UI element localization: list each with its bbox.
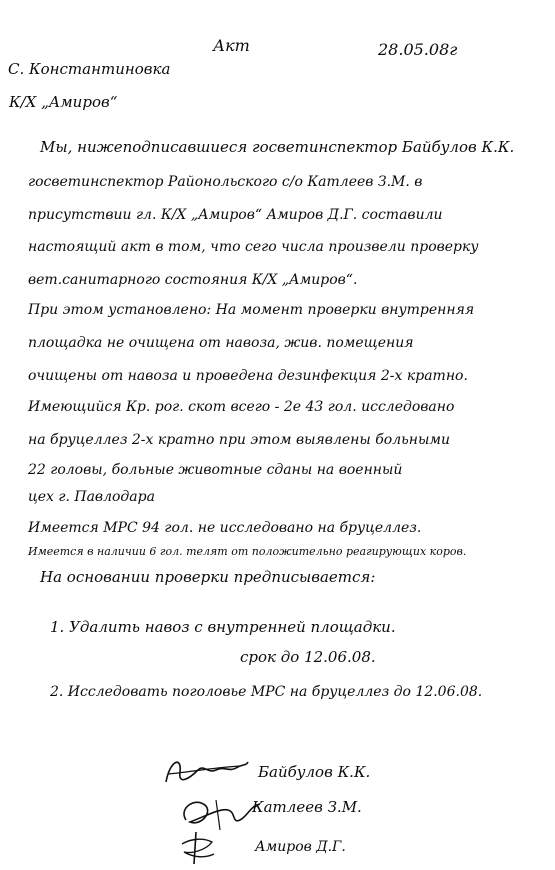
body-line: 22 головы, больные животные сданы на военный bbox=[28, 462, 403, 478]
prescription-item: 2. Исследовать поголовье МРС на бруцеллез до 12.06.08. bbox=[50, 684, 483, 700]
body-line: площадка не очищена от навоза, жив. помещения bbox=[28, 335, 414, 351]
body-line: цех г. Павлодара bbox=[28, 489, 155, 505]
farm-name: К/Х „Амиров“ bbox=[9, 93, 118, 111]
body-line: присутствии гл. К/Х „Амиров“ Амиров Д.Г. составили bbox=[28, 207, 443, 223]
document-date: 28.05.08г bbox=[378, 40, 458, 59]
body-line: Имеется в наличии 6 гол. телят от положительно реагирующих коров. bbox=[28, 545, 467, 558]
body-line: Мы, нижеподписавшиеся госветинспектор Байбулов К.К. bbox=[40, 138, 515, 156]
signature-scribble bbox=[160, 752, 252, 790]
body-line: Имеющийся Кр. рог. скот всего - 2е 43 гол. исследовано bbox=[28, 399, 455, 415]
place-name: С. Константиновка bbox=[8, 60, 171, 78]
body-line: госветинспектор Районольского с/о Катлеев З.М. в bbox=[28, 174, 423, 190]
prescription-item: 1. Удалить навоз с внутренней площадки. bbox=[50, 618, 396, 636]
body-line: При этом установлено: На момент проверки внутренняя bbox=[28, 302, 475, 318]
body-line: очищены от навоза и проведена дезинфекция 2-х кратно. bbox=[28, 368, 468, 384]
body-line: на бруцеллез 2-х кратно при этом выявлены больными bbox=[28, 432, 450, 448]
prescription-deadline: срок до 12.06.08. bbox=[240, 648, 376, 666]
signature-name: Амиров Д.Г. bbox=[255, 839, 346, 855]
body-line: настоящий акт в том, что сего числа произвели проверку bbox=[28, 239, 479, 255]
body-line: Имеется МРС 94 гол. не исследовано на бруцеллез. bbox=[28, 520, 422, 536]
signature-name: Катлеев З.М. bbox=[252, 798, 362, 816]
signature-name: Байбулов К.К. bbox=[258, 763, 371, 781]
document-title: Акт bbox=[213, 36, 250, 55]
signature-scribble bbox=[176, 828, 220, 868]
body-line: вет.санитарного состояния К/Х „Амиров“. bbox=[28, 272, 358, 288]
body-line: На основании проверки предписывается: bbox=[40, 568, 376, 586]
